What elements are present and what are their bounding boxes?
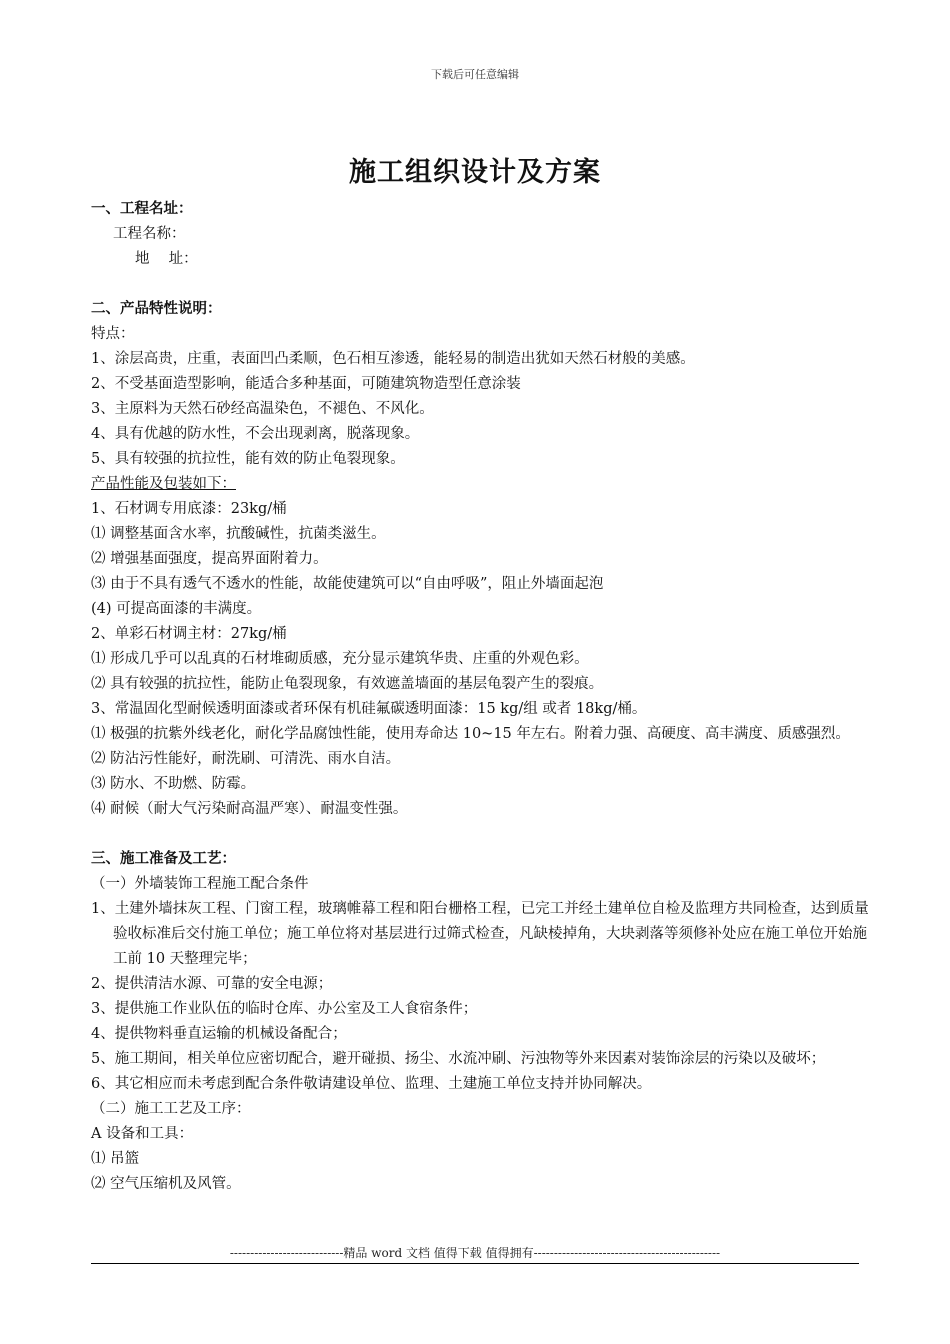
footer-divider — [91, 1263, 859, 1264]
performance-line: ⑵ 具有较强的抗拉性，能防止龟裂现象，有效遮盖墙面的基层龟裂产生的裂痕。 — [91, 676, 604, 692]
condition-item: 6、其它相应而未考虑到配合条件敬请建设单位、监理、土建施工单位支持并协同解决。 — [91, 1076, 652, 1092]
performance-line: ⑴ 调整基面含水率，抗酸碱性，抗菌类滋生。 — [91, 526, 386, 542]
performance-line: (4) 可提高面漆的丰满度。 — [91, 601, 262, 617]
spacer — [91, 822, 881, 847]
condition-item: 1、土建外墙抹灰工程、门窗工程，玻璃帷幕工程和阳台栅格工程，已完工并经土建单位自检及监理方共同检查，达到质量验收标准后交付施工单位；施工单位将对基层进行过筛式检查，凡缺棱掉角，大块剥落等须修补处应在施工单位开始施工前 10 天整理完毕； — [91, 901, 869, 967]
performance-label: 产品性能及包装如下： — [91, 476, 236, 492]
performance-line: ⑴ 形成几乎可以乱真的石材堆砌质感，充分显示建筑华贵、庄重的外观色彩。 — [91, 651, 589, 667]
project-name-label: 工程名称： — [113, 226, 186, 242]
features-label: 特点： — [91, 326, 135, 342]
subsection-1-heading: （一）外墙装饰工程施工配合条件 — [91, 876, 309, 892]
feature-item: 2、不受基面造型影响，能适合多种基面，可随建筑物造型任意涂装 — [91, 376, 521, 392]
project-address-label: 地 址： — [135, 251, 198, 267]
equipment-label: A 设备和工具： — [91, 1126, 194, 1142]
performance-line: 1、石材调专用底漆：23kg/桶 — [91, 501, 287, 517]
performance-line: 2、单彩石材调主材：27kg/桶 — [91, 626, 287, 642]
section-1-heading: 一、工程名址： — [91, 201, 193, 217]
spacer — [91, 272, 881, 297]
subsection-2-heading: （二）施工工艺及工序： — [91, 1101, 251, 1117]
equipment-item: ⑴ 吊篮 — [91, 1151, 140, 1167]
condition-item: 2、提供清洁水源、可靠的安全电源； — [91, 976, 333, 992]
document-body — [91, 197, 881, 1197]
section-2-heading: 二、产品特性说明： — [91, 301, 222, 317]
performance-line: 3、常温固化型耐候透明面漆或者环保有机硅氟碳透明面漆：15 kg/组 或者 18kg/桶。 — [91, 701, 647, 717]
performance-line: ⑴ 极强的抗紫外线老化，耐化学品腐蚀性能，使用寿命达 10~15 年左右。附着力强、高硬度、高丰满度、质感强烈。 — [91, 726, 850, 742]
footer-note: ----------------------------精品 word 文档 值得下载 值得拥有---------------------------------------------- — [229, 1246, 721, 1260]
performance-line: ⑵ 防沾污性能好，耐洗刷、可清洗、雨水自洁。 — [91, 751, 401, 767]
condition-item: 3、提供施工作业队伍的临时仓库、办公室及工人食宿条件； — [91, 1001, 478, 1017]
feature-item: 4、具有优越的防水性，不会出现剥离，脱落现象。 — [91, 426, 420, 442]
performance-line: ⑵ 增强基面强度，提高界面附着力。 — [91, 551, 328, 567]
feature-item: 1、涂层高贵，庄重，表面凹凸柔顺，色石相互渗透，能轻易的制造出犹如天然石材般的美感。 — [91, 351, 695, 367]
condition-item: 5、施工期间，相关单位应密切配合，避开碰损、扬尘、水流冲刷、污浊物等外来因素对装饰涂层的污染以及破坏； — [91, 1051, 826, 1067]
section-3-heading: 三、施工准备及工艺： — [91, 851, 236, 867]
condition-item: 4、提供物料垂直运输的机械设备配合； — [91, 1026, 347, 1042]
feature-item: 5、具有较强的抗拉性，能有效的防止龟裂现象。 — [91, 451, 405, 467]
document-title: 施工组织设计及方案 — [349, 157, 601, 188]
performance-line: ⑷ 耐候（耐大气污染耐高温严寒）、耐温变性强。 — [91, 801, 408, 817]
performance-line: ⑶ 防水、不助燃、防霉。 — [91, 776, 256, 792]
feature-item: 3、主原料为天然石砂经高温染色，不褪色、不风化。 — [91, 401, 434, 417]
equipment-item: ⑵ 空气压缩机及风管。 — [91, 1176, 241, 1192]
performance-line: ⑶ 由于不具有透气不透水的性能，故能使建筑可以“自由呼吸”，阻止外墙面起泡 — [91, 576, 604, 592]
header-note: 下载后可任意编辑 — [431, 68, 519, 81]
